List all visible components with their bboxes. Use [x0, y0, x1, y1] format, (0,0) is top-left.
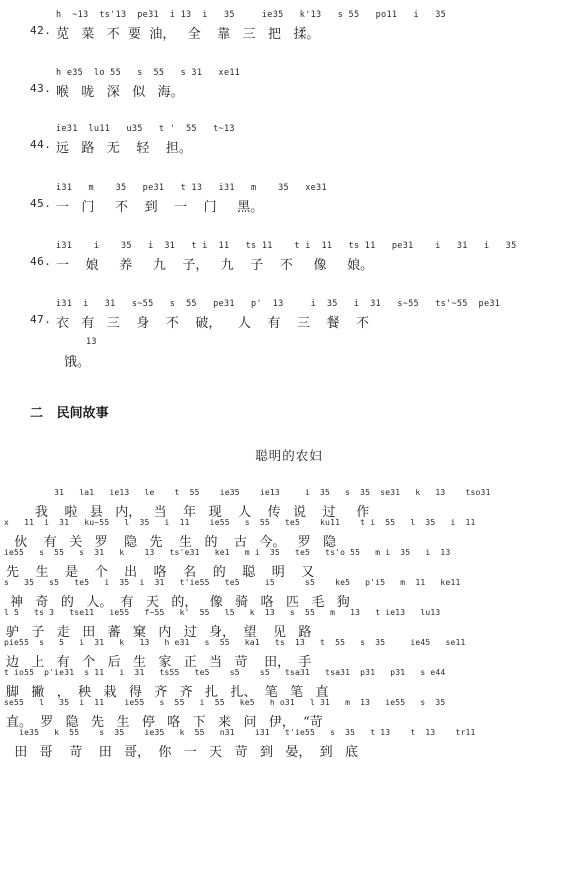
- phonetic-line: ie35 k 55 s 35 ie35 k 55 n31 i31 t'ie55 s 35 t 13 t 13 tr11: [4, 728, 476, 737]
- chinese-line: 远 路 无 轻 担。: [56, 141, 192, 156]
- story-line: [0, 608, 578, 638]
- example-45: [0, 183, 578, 223]
- chinese-line: 边 上 有 个 后 生 家 正 当 苛 田， 手: [6, 655, 312, 670]
- phonetic-line: l 5 ts 3 tse11 ie55 f~55 k' 55 l5 k 13 s 55 m 13 t ie13 lu13: [4, 608, 441, 617]
- example-number: 46.: [30, 255, 52, 268]
- phonetic-line: h e35 lo 55 s 55 s 31 xe11: [56, 68, 241, 78]
- chinese-line: 神 奇 的 人。 有 天 的， 像 骑 咯 匹 毛 狗: [6, 595, 350, 610]
- chinese-line: 先 生 是 个 出 咯 名 的 聪 明 又: [6, 565, 315, 580]
- chinese-line: 脚 撇 ， 秧 栽 得 齐 齐 扎 扎、 笔 笔 直: [6, 685, 329, 700]
- phonetic-line: x 11 i 31 ku~55 l 35 i 11 ie55 s 55 te5 ku11 t i 55 l 35 i 11: [4, 518, 476, 527]
- phonetic-line: 31 la1 ie13 le t 55 ie35 ie13 i 35 s 35 se31 k 13 tso31: [4, 488, 491, 497]
- example-47: [0, 299, 578, 379]
- story-line: [0, 698, 578, 728]
- chinese-line: 一 娘 养 九 子， 九 子 不 像 娘。: [56, 258, 374, 273]
- chinese-line: 我 啦 县 内， 当 年 现 人 传 说 过 作: [6, 505, 370, 520]
- chinese-line: 直。 罗 隐 先 生 停 咯 下 来 问 伊， “苛: [6, 715, 323, 730]
- phonetic-line: t io55 p'ie31 s 11 i 31 ts55 te5 s5 s5 tsa31 tsa31 p31 p31 s e44: [4, 668, 446, 677]
- phonetic-line: i31 i 31 s~55 s 55 pe31 p' 13 i 35 i 31 s~55 ts'~55 pe31: [56, 299, 501, 309]
- example-number: 44.: [30, 138, 52, 151]
- phonetic-line: s 35 s5 te5 i 35 i 31 t'ie55 te5 i5 s5 ke5 p'i5 m 11 ke11: [4, 578, 461, 587]
- chinese-line: 苋 菜 不 要 油， 全 靠 三 把 揉。: [56, 27, 320, 42]
- phonetic-line: pie55 s 5 i 31 k 13 h e31 s 55 ka1 ts 13 t 55 s 35 ie45 se11: [4, 638, 466, 647]
- phonetic-line: i31 i 35 i 31 t i 11 ts 11 t i 11 ts 11 pe31 i 31 i 35: [56, 241, 517, 251]
- example-42: [0, 10, 578, 50]
- story-line: [0, 728, 578, 758]
- phonetic-line: ie31 lu11 u35 t ' 55 t~13: [56, 124, 235, 134]
- story-line: [0, 548, 578, 578]
- phonetic-line: se55 l 35 i 11 ie55 s 55 i 55 ke5 h o31 l 31 m 13 ie55 s 35: [4, 698, 446, 707]
- example-44: [0, 124, 578, 164]
- example-number: 42.: [30, 24, 52, 37]
- example-number: 45.: [30, 197, 52, 210]
- story-line: [0, 668, 578, 698]
- continuation-phonetic: 13: [86, 337, 97, 347]
- chinese-line: 伙 有 关 罗 隐 先 生 的 古 今。 罗 隐: [6, 535, 337, 550]
- phonetic-line: ie55 s 55 s 31 k 13 ts'e31 ke1 m i 35 te5 ts'o 55 m i 35 i 13: [4, 548, 451, 557]
- story-body: [0, 488, 578, 758]
- example-43: [0, 68, 578, 108]
- story-line: [0, 638, 578, 668]
- example-number: 43.: [30, 82, 52, 95]
- continuation-line: 饿。: [64, 355, 91, 370]
- story-line: [0, 488, 578, 518]
- example-number: 47.: [30, 313, 52, 326]
- phonetic-line: h ~13 ts'13 pe31 i 13 i 35 ie35 k'13 s 55 po11 i 35: [56, 10, 447, 20]
- story-line: [0, 578, 578, 608]
- chinese-line: 衣 有 三 身 不 破， 人 有 三 餐 不: [56, 316, 370, 331]
- phonetic-line: i31 m 35 pe31 t 13 i31 m 35 xe31: [56, 183, 327, 193]
- chinese-line: 一 门 不 到 一 门 黑。: [56, 200, 264, 215]
- section-heading: 二 民间故事: [30, 406, 109, 421]
- story-line: [0, 518, 578, 548]
- chinese-line: 驴 子 走 田 蕃 窠 内 过 身， 望 见 路: [6, 625, 312, 640]
- chinese-line: 喉 咙 深 似 海。: [56, 85, 184, 100]
- example-46: [0, 241, 578, 281]
- chinese-line: 田 哥 苛 田 哥， 你 一 天 苛 到 晏， 到 底: [6, 745, 359, 760]
- story-title: 聪明的农妇: [255, 448, 323, 463]
